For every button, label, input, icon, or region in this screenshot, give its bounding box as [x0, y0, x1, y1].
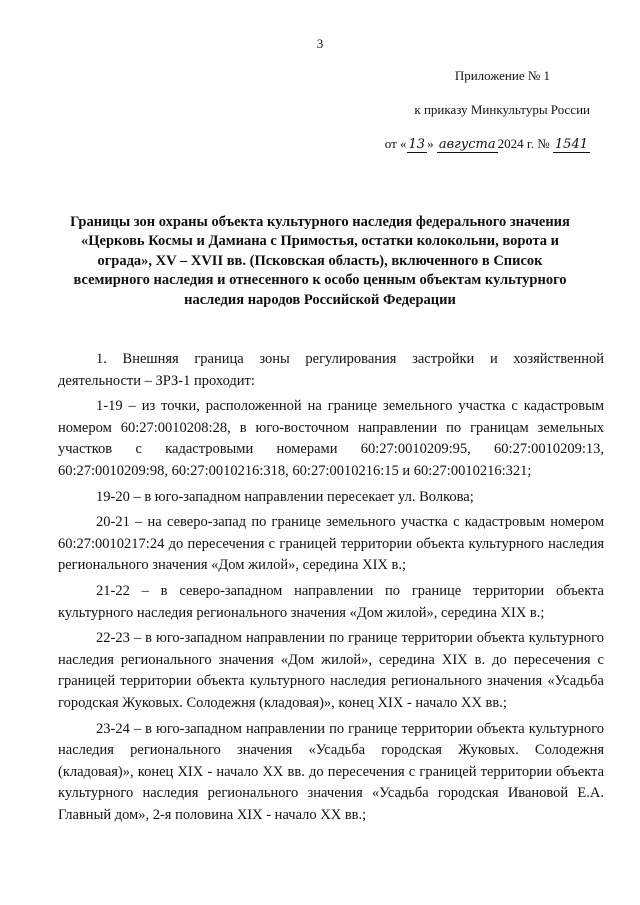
paragraph: 23-24 – в юго-западном направлении по границе территории объекта культурного наследия регионального значения «Усадьба городская Жуковых. Солодежня (кладовая)», конец XIX - начало XX вв. до пересечения с границей территории объекта культурного наследия регионального значения «Усадьба городская Ивановой Е.А. Главный дом», 2-я половина XIX - начало XX вв.; [58, 720, 604, 823]
document-body [58, 349, 604, 830]
date-prefix: от « [384, 136, 407, 151]
paragraph: 20-21 – на северо-запад по границе земельного участка с кадастровым номером 60:27:0010217:24 до пересечения с границей территории объекта культурного наследия регионального значения «Дом жилой», середина XIX в.; [58, 514, 604, 574]
order-date-line [360, 136, 590, 152]
appendix-label: Приложение № 1 [454, 68, 550, 83]
page-number: 3 [316, 36, 324, 51]
date-year: 2024 г. № [497, 136, 550, 151]
appendix-header [360, 68, 590, 152]
paragraph: 19-20 – в юго-западном направлении пересекает ул. Волкова; [96, 488, 474, 505]
paragraph: 1. Внешняя граница зоны регулирования застройки и хозяйственной деятельности – ЗРЗ-1 проходит: [58, 351, 604, 389]
date-day: 13 [408, 137, 426, 152]
date-month: августа [438, 137, 496, 152]
paragraph: 21-22 – в северо-западном направлении по границе территории объекта культурного наследия регионального значения «Дом жилой», середина XIX в.; [58, 582, 604, 621]
document-title: Границы зон охраны объекта культурного наследия федерального значения «Церковь Космы и Дамиана с Примостья, остатки колокольни, ворота и ограда», XV – XVII вв. (Псковская область), включенного в Список всемирного наследия и отнесенного к особо ценным объектам культурного наследия народов Российской Федерации [70, 214, 570, 308]
date-mid: » [427, 136, 434, 151]
order-number: 1541 [554, 137, 588, 152]
paragraph: 22-23 – в юго-западном направлении по границе территории объекта культурного наследия регионального значения «Дом жилой», середина XIX в. до пересечения с границей территории объекта культурного наследия регионального значения «Усадьба городская Жуковых. Солодежня (кладовая)», конец XIX - начало XX вв.; [58, 630, 604, 711]
paragraph: 1-19 – из точки, расположенной на границе земельного участка с кадастровым номером 60:27:0010208:28, в юго-восточном направлении по границам земельных участков с кадастровыми номерами 60:27:0010209:95, 60:27:0010209:13, 60:27:0010209:98, 60:27:0010216:318, 60:27:0010216:15 и 60:27:0010216:321; [58, 398, 604, 479]
order-reference: к приказу Минкультуры России [414, 102, 590, 117]
